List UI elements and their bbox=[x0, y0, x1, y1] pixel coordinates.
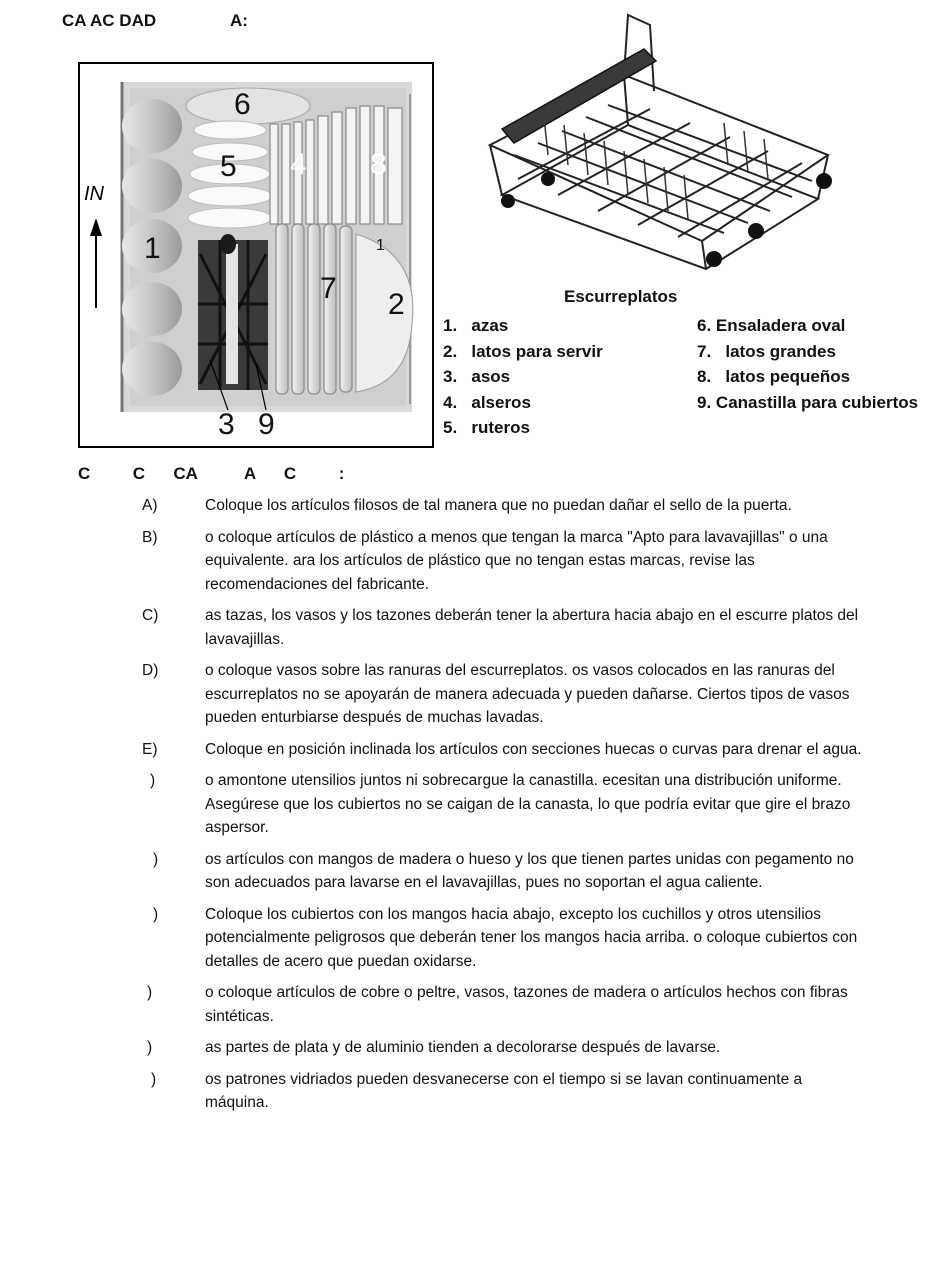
legend-num: 1. bbox=[443, 316, 458, 335]
rule-item bbox=[0, 903, 950, 974]
rule-text: as tazas, los vasos y los tazones deberán tener la abertura hacia abajo en el escurre platos del lavavajillas. bbox=[205, 607, 859, 648]
label-9: 9 bbox=[258, 408, 275, 441]
rack-title: Escurreplatos bbox=[564, 287, 678, 306]
label-1-small: 1 bbox=[376, 237, 385, 254]
rule-letter: E) bbox=[142, 740, 158, 758]
rule-letter: ) bbox=[153, 850, 159, 868]
rule-text: o coloque artículos de plástico a menos que tengan la marca "Apto para lavavajillas" o una equivalente. ara los artículos de plástico que no tengan estas marcas, revise las recomendaciones del fabricante. bbox=[205, 528, 828, 593]
rule-text: o coloque artículos de cobre o peltre, vasos, tazones de madera o artículos hechos con fibras sintéticas. bbox=[205, 984, 848, 1025]
rule-letter: C) bbox=[142, 607, 159, 624]
legend-item bbox=[697, 339, 918, 365]
label-2: 2 bbox=[388, 288, 405, 321]
rule-text: Coloque los artículos filosos de tal manera que no puedan dañar el sello de la puerta. bbox=[205, 497, 792, 514]
legend-item bbox=[443, 339, 603, 365]
label-6: 6 bbox=[234, 88, 251, 121]
rule-item bbox=[0, 604, 950, 651]
legend-text: azas bbox=[471, 316, 509, 335]
rule-item bbox=[0, 526, 950, 597]
rule-text: Coloque los cubiertos con los mangos hacia abajo, excepto los cuchillos y otros utensilios potencialmente peligrosos que deberán tener los mangos hacia arriba. o coloque cubiertos con detalles de acero que puedan oxidarse. bbox=[205, 905, 858, 970]
label-8: 8 bbox=[370, 148, 387, 181]
legend-num: 4. bbox=[443, 392, 458, 412]
legend-text: latos pequeños bbox=[725, 367, 851, 386]
rule-letter: D) bbox=[142, 662, 159, 679]
rule-letter: ) bbox=[147, 984, 153, 1001]
legend-text: latos grandes bbox=[725, 341, 836, 361]
label-4: 4 bbox=[290, 148, 307, 181]
legend-item bbox=[443, 390, 603, 416]
label-7: 7 bbox=[320, 272, 337, 305]
legend-num: 7. bbox=[697, 341, 712, 361]
rule-item bbox=[0, 1036, 950, 1060]
rule-item bbox=[0, 494, 950, 518]
label-5: 5 bbox=[220, 150, 237, 183]
legend-num: 6. bbox=[697, 316, 712, 335]
rule-text: o coloque vasos sobre las ranuras del escurreplatos. os vasos colocados en las ranuras del escurreplatos no se apoyarán de manera adecuada y pueden dañarse. Ciertos tipos de vasos pueden enturbiarse después de muchas lavadas. bbox=[205, 662, 850, 726]
loaded-basket-illustration bbox=[78, 62, 434, 448]
legend-text: ruteros bbox=[471, 418, 530, 437]
legend-num: 8. bbox=[697, 367, 712, 386]
rule-text: os patrones vidriados pueden desvanecerse con el tiempo si se lavan continuamente a máquina. bbox=[205, 1070, 803, 1111]
rule-letter: ) bbox=[151, 1070, 157, 1088]
rule-item bbox=[0, 981, 950, 1028]
dish-rack-illustration bbox=[478, 5, 840, 277]
legend-text: Ensaladera oval bbox=[715, 316, 846, 335]
label-1-cups: 1 bbox=[144, 232, 161, 265]
legend-item bbox=[443, 313, 603, 339]
legend-num: 5. bbox=[443, 418, 458, 437]
legend-num: 9. bbox=[697, 392, 712, 412]
rule-letter: ) bbox=[147, 1039, 153, 1056]
legend-text: asos bbox=[471, 367, 511, 386]
legend-num: 2. bbox=[443, 341, 458, 361]
legend-item bbox=[697, 364, 918, 390]
rule-text: os artículos con mangos de madera o hueso y los que tienen partes unidas con pegamento no son adecuados para lavarse en el lavavajillas, pues no soportan el agua caliente. bbox=[205, 850, 854, 891]
legend-item bbox=[697, 390, 918, 416]
legend-num: 3. bbox=[443, 367, 458, 386]
rule-letter: B) bbox=[142, 528, 158, 546]
legend-item bbox=[697, 313, 918, 339]
rule-item bbox=[0, 848, 950, 895]
rule-item bbox=[0, 769, 950, 840]
page-header-right: A: bbox=[230, 11, 248, 30]
legend-text: Canastilla para cubiertos bbox=[715, 392, 919, 412]
label-3: 3 bbox=[218, 408, 235, 441]
rule-letter: ) bbox=[150, 772, 156, 789]
rule-letter: ) bbox=[153, 905, 159, 923]
rules-list bbox=[0, 494, 950, 1123]
rule-item bbox=[0, 659, 950, 730]
section-title: C C CA A C : bbox=[78, 464, 345, 483]
legend-right bbox=[697, 313, 918, 415]
rule-item bbox=[0, 738, 950, 762]
rule-text: as partes de plata y de aluminio tienden a decolorarse después de lavarse. bbox=[205, 1039, 721, 1056]
rule-item bbox=[0, 1068, 950, 1115]
cutlery-basket bbox=[198, 234, 268, 390]
rule-text: Coloque en posición inclinada los artículos con secciones huecas o curvas para drenar el agua. bbox=[205, 740, 862, 758]
legend-text: latos para servir bbox=[471, 341, 603, 361]
legend-left bbox=[443, 313, 603, 441]
legend-item bbox=[443, 415, 603, 441]
page-header-left: CA AC DAD bbox=[62, 11, 157, 30]
legend-text: alseros bbox=[471, 392, 531, 412]
rule-letter: A) bbox=[142, 497, 158, 514]
legend-item bbox=[443, 364, 603, 390]
rule-text: o amontone utensilios juntos ni sobrecargue la canastilla. ecesitan una distribución uniforme. Asegúrese que los cubiertos no se caigan de la canasta, lo que podría evitar que gire el brazo aspersor. bbox=[205, 772, 851, 836]
in-label: IN bbox=[84, 183, 104, 205]
